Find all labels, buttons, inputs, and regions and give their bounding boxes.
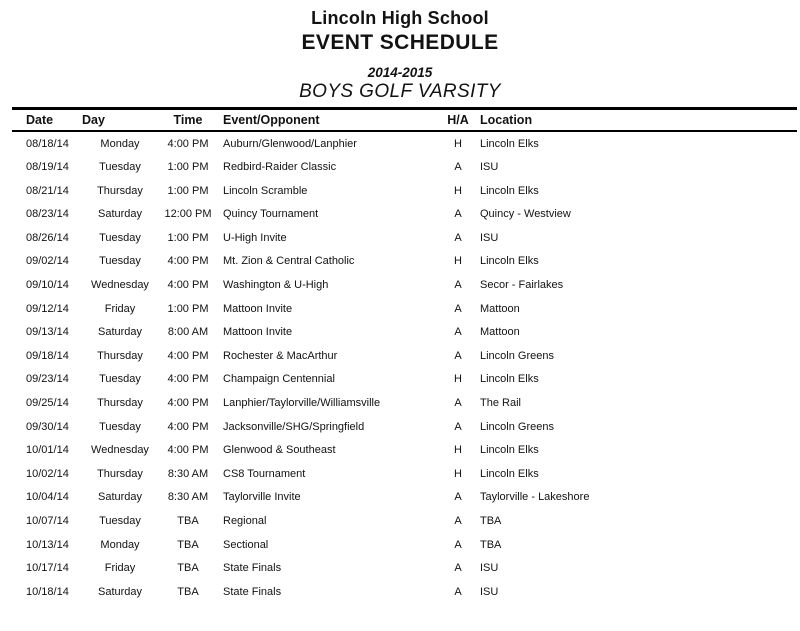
time-cell: 1:00 PM <box>167 302 209 315</box>
home-away-cell: A <box>454 562 462 575</box>
location-cell: ISU <box>480 585 499 598</box>
home-away-cell: A <box>454 326 462 339</box>
date-cell: 09/23/14 <box>26 373 69 386</box>
table-row <box>0 203 800 227</box>
table-row <box>0 509 800 533</box>
home-away-cell: A <box>454 420 462 433</box>
day-cell: Wednesday <box>91 279 149 292</box>
location-cell: Mattoon <box>480 326 520 339</box>
event-opponent-cell: Regional <box>223 515 267 528</box>
table-row <box>0 438 800 462</box>
location-cell: Taylorville - Lakeshore <box>480 491 590 504</box>
date-cell: 09/12/14 <box>26 302 69 315</box>
location-cell: Quincy - Westview <box>480 208 571 221</box>
day-cell: Friday <box>104 562 136 575</box>
event-opponent-cell: Auburn/Glenwood/Lanphier <box>223 137 357 150</box>
event-opponent-cell: State Finals <box>223 585 282 598</box>
location-cell: Lincoln Greens <box>480 420 554 433</box>
location-cell: TBA <box>480 538 502 551</box>
col-header-date: Date <box>26 113 54 128</box>
time-cell: 8:00 AM <box>167 326 209 339</box>
event-opponent-cell: Jacksonville/SHG/Springfield <box>223 420 365 433</box>
home-away-cell: A <box>454 349 462 362</box>
col-header-day: Day <box>82 113 105 128</box>
location-cell: Lincoln Greens <box>480 349 554 362</box>
day-cell: Tuesday <box>99 231 141 244</box>
event-opponent-cell: Mt. Zion & Central Catholic <box>223 255 355 268</box>
document-title: EVENT SCHEDULE <box>301 30 499 54</box>
day-cell: Monday <box>100 137 140 150</box>
time-cell: TBA <box>177 538 199 551</box>
day-cell: Thursday <box>97 349 143 362</box>
home-away-cell: H <box>454 137 462 150</box>
date-cell: 09/13/14 <box>26 326 69 339</box>
event-opponent-cell: Champaign Centennial <box>223 373 335 386</box>
location-cell: Mattoon <box>480 302 520 315</box>
table-row <box>0 132 800 156</box>
date-cell: 09/10/14 <box>26 279 69 292</box>
home-away-cell: H <box>454 444 462 457</box>
event-opponent-cell: Rochester & MacArthur <box>223 349 338 362</box>
date-cell: 08/23/14 <box>26 208 69 221</box>
event-opponent-cell: Lincoln Scramble <box>223 184 308 197</box>
day-cell: Saturday <box>97 208 143 221</box>
event-opponent-cell: U-High Invite <box>223 231 287 244</box>
home-away-cell: A <box>454 397 462 410</box>
date-cell: 08/26/14 <box>26 231 69 244</box>
time-cell: TBA <box>177 585 199 598</box>
table-row <box>0 273 800 297</box>
event-opponent-cell: Redbird-Raider Classic <box>223 161 337 174</box>
time-cell: 4:00 PM <box>167 397 209 410</box>
day-cell: Saturday <box>97 491 143 504</box>
table-row <box>0 391 800 415</box>
day-cell: Tuesday <box>99 420 141 433</box>
time-cell: 12:00 PM <box>164 208 212 221</box>
home-away-cell: A <box>454 538 462 551</box>
table-row <box>0 580 800 604</box>
table-row <box>0 344 800 368</box>
date-cell: 09/02/14 <box>26 255 69 268</box>
date-cell: 09/18/14 <box>26 349 69 362</box>
location-cell: Secor - Fairlakes <box>480 279 564 292</box>
season-years: 2014-2015 <box>367 64 433 80</box>
event-opponent-cell: Sectional <box>223 538 269 551</box>
event-opponent-cell: Taylorville Invite <box>223 491 301 504</box>
day-cell: Saturday <box>97 585 143 598</box>
time-cell: TBA <box>177 515 199 528</box>
time-cell: 4:00 PM <box>167 373 209 386</box>
time-cell: 4:00 PM <box>167 279 209 292</box>
home-away-cell: A <box>454 585 462 598</box>
day-cell: Tuesday <box>99 161 141 174</box>
home-away-cell: A <box>454 161 462 174</box>
event-opponent-cell: CS8 Tournament <box>223 467 306 480</box>
location-cell: ISU <box>480 562 499 575</box>
day-cell: Thursday <box>97 467 143 480</box>
date-cell: 10/17/14 <box>26 562 69 575</box>
location-cell: Lincoln Elks <box>480 137 539 150</box>
table-row <box>0 250 800 274</box>
location-cell: Lincoln Elks <box>480 184 539 197</box>
date-cell: 10/04/14 <box>26 491 69 504</box>
time-cell: 4:00 PM <box>167 444 209 457</box>
date-cell: 09/30/14 <box>26 420 69 433</box>
table-row <box>0 368 800 392</box>
time-cell: 1:00 PM <box>167 161 209 174</box>
table-row <box>0 486 800 510</box>
event-opponent-cell: Lanphier/Taylorville/Williamsville <box>223 397 381 410</box>
table-row <box>0 155 800 179</box>
col-header-location: Location <box>480 113 533 128</box>
table-row <box>0 533 800 557</box>
time-cell: 4:00 PM <box>167 255 209 268</box>
time-cell: 1:00 PM <box>167 231 209 244</box>
date-cell: 10/18/14 <box>26 585 69 598</box>
date-cell: 10/02/14 <box>26 467 69 480</box>
table-row <box>0 320 800 344</box>
home-away-cell: H <box>454 373 462 386</box>
date-cell: 10/07/14 <box>26 515 69 528</box>
date-cell: 08/18/14 <box>26 137 69 150</box>
date-cell: 10/13/14 <box>26 538 69 551</box>
time-cell: 4:00 PM <box>167 420 209 433</box>
day-cell: Thursday <box>97 397 143 410</box>
location-cell: The Rail <box>480 397 521 410</box>
event-opponent-cell: Mattoon Invite <box>223 326 293 339</box>
table-row <box>0 297 800 321</box>
home-away-cell: H <box>454 467 462 480</box>
event-opponent-cell: Mattoon Invite <box>223 302 293 315</box>
location-cell: Lincoln Elks <box>480 444 539 457</box>
home-away-cell: A <box>454 515 462 528</box>
event-opponent-cell: Quincy Tournament <box>223 208 319 221</box>
home-away-cell: A <box>454 231 462 244</box>
home-away-cell: H <box>454 184 462 197</box>
location-cell: TBA <box>480 515 502 528</box>
location-cell: Lincoln Elks <box>480 373 539 386</box>
home-away-cell: A <box>454 491 462 504</box>
time-cell: 8:30 AM <box>167 491 209 504</box>
location-cell: Lincoln Elks <box>480 255 539 268</box>
home-away-cell: A <box>454 302 462 315</box>
day-cell: Friday <box>104 302 136 315</box>
date-cell: 09/25/14 <box>26 397 69 410</box>
team-name: BOYS GOLF VARSITY <box>299 80 501 102</box>
time-cell: 4:00 PM <box>167 137 209 150</box>
location-cell: Lincoln Elks <box>480 467 539 480</box>
day-cell: Monday <box>100 538 140 551</box>
day-cell: Thursday <box>97 184 143 197</box>
school-name: Lincoln High School <box>311 8 489 28</box>
location-cell: ISU <box>480 231 499 244</box>
home-away-cell: A <box>454 279 462 292</box>
day-cell: Tuesday <box>99 373 141 386</box>
date-cell: 08/21/14 <box>26 184 69 197</box>
col-header-event-opponent: Event/Opponent <box>223 113 320 128</box>
time-cell: TBA <box>177 562 199 575</box>
document-header <box>0 0 800 103</box>
home-away-cell: A <box>454 208 462 221</box>
date-cell: 10/01/14 <box>26 444 69 457</box>
time-cell: 8:30 AM <box>167 467 209 480</box>
table-body <box>0 132 800 604</box>
location-cell: ISU <box>480 161 499 174</box>
table-row <box>0 462 800 486</box>
date-cell: 08/19/14 <box>26 161 69 174</box>
event-opponent-cell: Washington & U-High <box>223 279 329 292</box>
event-opponent-cell: Glenwood & Southeast <box>223 444 336 457</box>
home-away-cell: H <box>454 255 462 268</box>
table-header-row <box>0 110 800 130</box>
table-row <box>0 226 800 250</box>
day-cell: Tuesday <box>99 515 141 528</box>
event-opponent-cell: State Finals <box>223 562 282 575</box>
time-cell: 1:00 PM <box>167 184 209 197</box>
table-row <box>0 556 800 580</box>
day-cell: Tuesday <box>99 255 141 268</box>
col-header-time: Time <box>173 113 203 128</box>
time-cell: 4:00 PM <box>167 349 209 362</box>
table-row <box>0 415 800 439</box>
col-header-home-away: H/A <box>447 113 469 128</box>
table-row <box>0 179 800 203</box>
day-cell: Saturday <box>97 326 143 339</box>
day-cell: Wednesday <box>91 444 149 457</box>
